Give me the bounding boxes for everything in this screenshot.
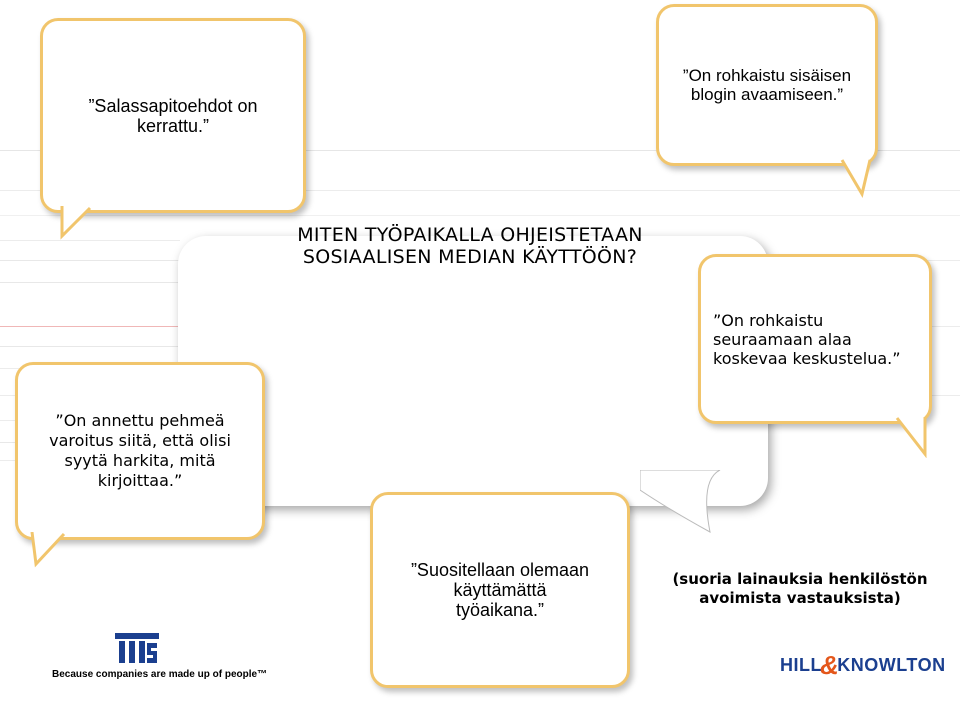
quote-bubble-1 [40, 18, 306, 213]
quote-credit: (suoria lainauksia henkilöstön avoimista vastauksista) [672, 570, 928, 607]
bubble-3-tail [30, 532, 80, 568]
quote-text-5: ”Suositellaan olemaan käyttämättä työaikana.” [410, 560, 590, 620]
bubble-2-tail [840, 158, 876, 198]
quote-bubble-3 [15, 362, 265, 540]
quote-text-2: ”On rohkaistu sisäisen blogin avaamiseen.” [682, 66, 852, 104]
page-title: MITEN TYÖPAIKALLA OHJEISTETAAN SOSIAALISEN MEDIAN KÄYTTÖÖN? [297, 224, 643, 268]
quote-bubble-2 [656, 4, 878, 166]
hill-knowlton-logo [780, 650, 946, 680]
logo-ampersand: & [820, 649, 840, 680]
logo-name-knowlton: KNOWLTON [837, 654, 946, 675]
central-panel [178, 236, 768, 506]
company-tagline: Because companies are made up of people™ [52, 669, 268, 680]
bubble-1-tail [60, 206, 110, 240]
bubble-4-tail [895, 416, 931, 458]
quote-text-3: ”On annettu pehmeä varoitus siitä, että olisi syytä harkita, mitä kirjoittaa.” [49, 411, 231, 490]
quote-bubble-4 [698, 254, 932, 424]
central-panel-tail [640, 470, 730, 540]
quote-bubble-5 [370, 492, 630, 688]
pms-logo-icon [115, 633, 159, 665]
logo-name-hill: HILL [780, 654, 822, 675]
quote-text-4: ”On rohkaistu seuraamaan alaa koskevaa keskustelua.” [713, 310, 901, 368]
quote-text-1: ”Salassapitoehdot on kerrattu.” [88, 95, 258, 136]
